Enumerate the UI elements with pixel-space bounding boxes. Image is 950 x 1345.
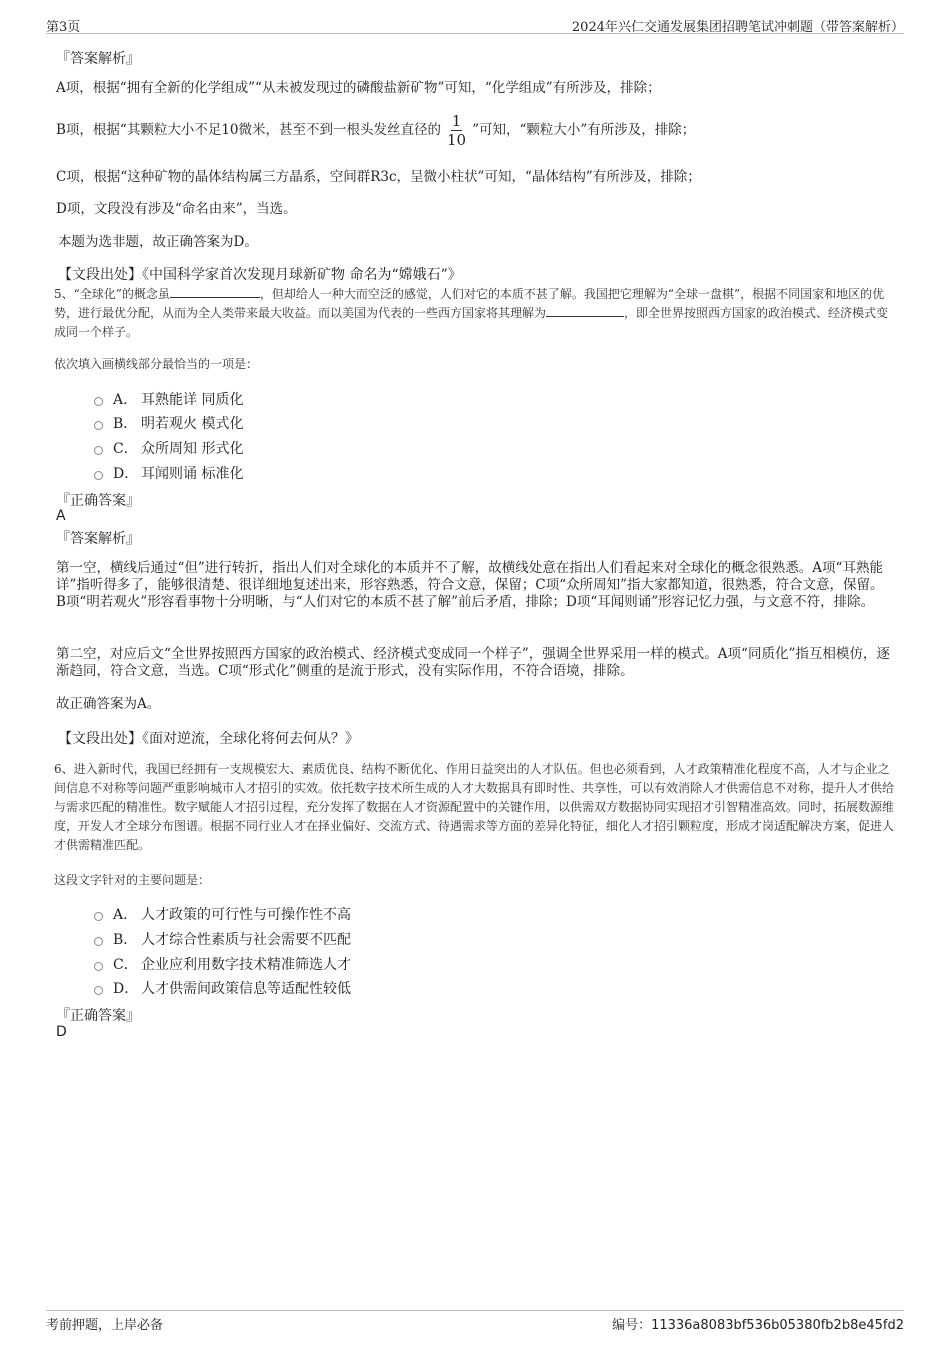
fraction-numerator: 1 — [451, 112, 462, 130]
q6-answer: D — [56, 1024, 67, 1040]
q5-analysis-p1: 第一空，横线后通过“但”进行转折，指出人们对全球化的本质并不了解，故横线处意在指出人们看起来对全球化的概念很熟悉。A项“耳熟能详”指听得多了，能够很清楚、很详细地复述出来，形容熟悉，符合文意，保留；C项“众所周知”指大家都知道，很熟悉，符合文意，保留。B项“明若观火”形容看事物十分明晰，与“人们对它的本质不甚了解”前后矛盾，排除；D项“耳闻则诵”形容记忆力强，与文意不符，排除。 — [56, 560, 884, 610]
q5-stem-part1: 5、“全球化”的概念虽 — [54, 287, 170, 301]
q5-stem — [54, 285, 894, 342]
option-text: 人才综合性素质与社会需要不匹配 — [141, 932, 351, 948]
q5-stem-part3: ，即全世界按照西方国家的政治模式、经济模式变成同一个样子。 — [54, 306, 889, 339]
document-title: 2024年兴仁交通发展集团招聘笔试冲刺题（带答案解析） — [571, 20, 904, 35]
q4-analysis-b-after: ”可知，“颗粒大小”有所涉及，排除； — [472, 122, 696, 138]
radio-icon[interactable] — [94, 986, 103, 995]
q5-answer: A — [56, 508, 66, 524]
q6-option-a[interactable] — [94, 904, 351, 924]
option-key: C． — [113, 441, 138, 457]
radio-icon[interactable] — [94, 962, 103, 971]
q5-option-d[interactable] — [94, 463, 243, 483]
radio-icon[interactable] — [94, 421, 103, 430]
fraction-denominator: 10 — [447, 131, 467, 149]
document-id: 编号：11336a8083bf536b05380fb2b8e45fd2 — [612, 1318, 904, 1333]
option-key: A． — [113, 907, 138, 923]
radio-icon[interactable] — [94, 397, 103, 406]
option-key: D． — [113, 466, 139, 482]
q5-prompt: 依次填入画横线部分最恰当的一项是： — [54, 357, 259, 371]
option-text: 明若观火 模式化 — [141, 416, 244, 432]
option-key: B． — [113, 416, 138, 432]
page-number: 第3页 — [46, 20, 81, 35]
q6-prompt: 这段文字针对的主要问题是： — [54, 873, 211, 887]
option-key: B． — [113, 932, 138, 948]
option-key: D． — [113, 981, 139, 997]
q5-option-c[interactable] — [94, 438, 243, 458]
q4-conclusion: 本题为选非题，故正确答案为D。 — [58, 234, 258, 250]
q6-option-b[interactable] — [94, 929, 351, 949]
option-text: 人才供需间政策信息等适配性较低 — [141, 981, 351, 997]
header-divider — [46, 33, 904, 34]
option-text: 人才政策的可行性与可操作性不高 — [141, 907, 351, 923]
q4-analysis-d: D项，文段没有涉及“命名由来”，当选。 — [56, 201, 297, 217]
q5-analysis-p2: 第二空，对应后文“全世界按照西方国家的政治模式、经济模式变成同一个样子”，强调全世界采用一样的模式。A项“同质化”指互相模仿，逐渐趋同，符合文意，当选。C项“形式化”侧重的是流于形式，没有实际作用，不符合语境，排除。 — [56, 646, 890, 679]
q4-source: 【文段出处】《中国科学家首次发现月球新矿物 命名为“嫦娥石”》 — [58, 267, 462, 283]
q5-answer-heading: 『正确答案』 — [56, 493, 140, 509]
q5-conclusion: 故正确答案为A。 — [56, 696, 161, 712]
option-text: 企业应利用数字技术精准筛选人才 — [141, 957, 351, 973]
q5-analysis-heading: 『答案解析』 — [56, 531, 140, 547]
option-text: 耳熟能详 同质化 — [141, 392, 244, 408]
q4-analysis-b — [56, 112, 695, 149]
q4-analysis-b-before: B项，根据“其颗粒大小不足10微米，甚至不到一根头发丝直径的 — [56, 122, 441, 138]
option-key: C． — [113, 957, 138, 973]
q6-option-d[interactable] — [94, 978, 351, 998]
q5-option-b[interactable] — [94, 413, 243, 433]
footer-slogan: 考前押题，上岸必备 — [46, 1318, 164, 1333]
option-text: 耳闻则诵 标准化 — [141, 466, 244, 482]
option-text: 众所周知 形式化 — [141, 441, 244, 457]
option-key: A． — [113, 392, 138, 408]
radio-icon[interactable] — [94, 446, 103, 455]
radio-icon[interactable] — [94, 912, 103, 921]
q6-answer-heading: 『正确答案』 — [56, 1008, 140, 1024]
radio-icon[interactable] — [94, 471, 103, 480]
q4-analysis-heading: 『答案解析』 — [56, 51, 140, 67]
q5-source: 【文段出处】《面对逆流，全球化将何去何从？》 — [58, 731, 359, 747]
fill-blank-2 — [546, 304, 624, 317]
q4-analysis-c: C项，根据“这种矿物的晶体结构属三方晶系，空间群R3c，呈微小柱状”可知，“晶体结构”有所涉及，排除； — [56, 169, 701, 185]
q5-stem-part2: ，但却给人一种大而空泛的感觉，人们对它的本质不甚了解。我国把它理解为“全球一盘棋”，根据不同国家和地区的优势，进行最优分配，从而为全人类带来最大收益。而以美国为代表的一些西方国家将其理解为 — [54, 287, 885, 320]
q4-analysis-a: A项，根据“拥有全新的化学组成”“从未被发现过的磷酸盐新矿物”可知，“化学组成”有所涉及，排除； — [56, 80, 661, 96]
fill-blank-1 — [170, 285, 260, 298]
q6-option-c[interactable] — [94, 954, 351, 974]
fraction — [447, 112, 466, 149]
q6-stem: 6、进入新时代，我国已经拥有一支规模宏大、素质优良、结构不断优化、作用日益突出的人才队伍。但也必须看到，人才政策精准化程度不高，人才与企业之间信息不对称等问题严重影响城市人才招引的实效。依托数字技术所生成的人才大数据具有即时性、共享性，可以有效消除人才供需信息不对称，提升人才供给与需求匹配的精准性。数字赋能人才招引过程，充分发挥了数据在人才资源配置中的关键作用，以供需双方数据协同实现招才引智精准高效。同时，拓展数源维度，开发人才全球分布图谱。根据不同行业人才在择业偏好、交流方式、待遇需求等方面的差异化特征，细化人才招引颗粒度，形成才岗适配解决方案，促进人才供需精准匹配。 — [54, 762, 895, 852]
radio-icon[interactable] — [94, 937, 103, 946]
footer-divider — [46, 1310, 904, 1311]
q5-option-a[interactable] — [94, 389, 243, 409]
